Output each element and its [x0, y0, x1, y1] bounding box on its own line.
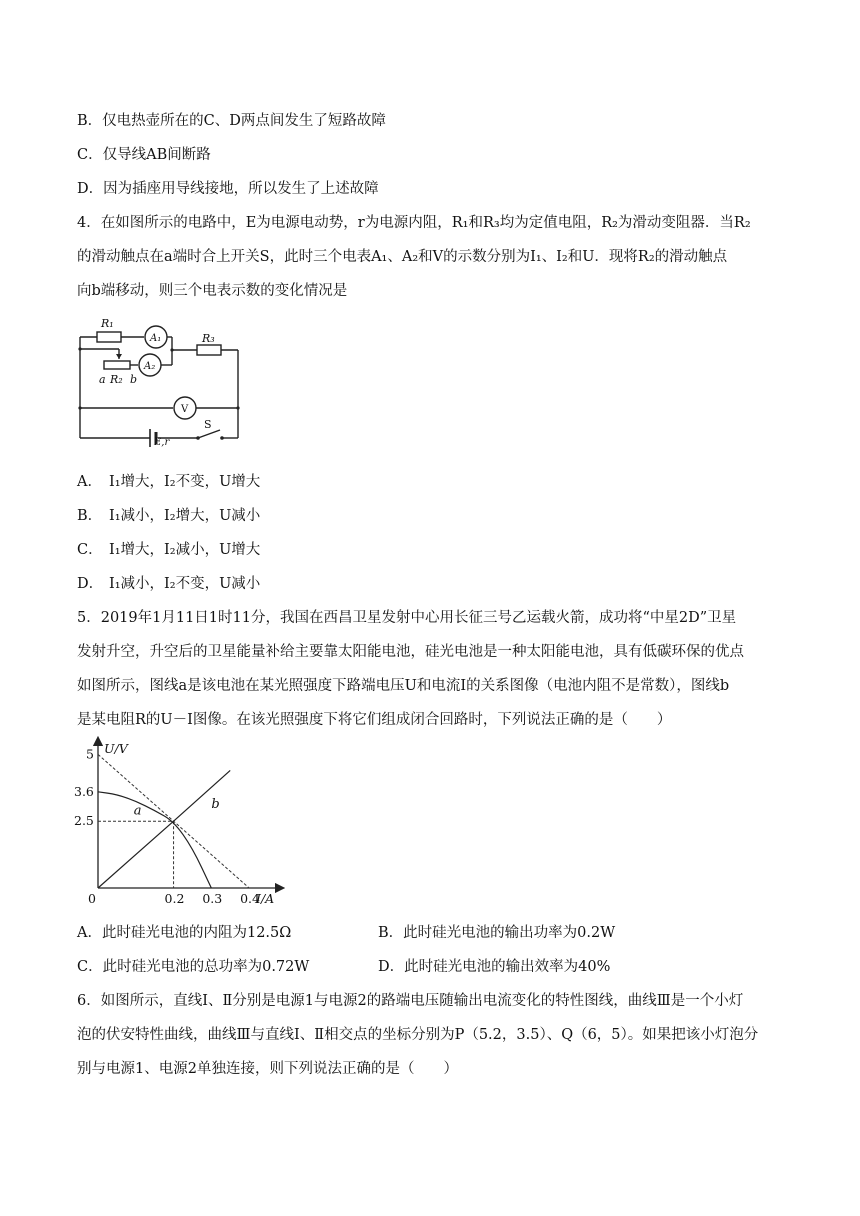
q4-option-d: [77, 574, 260, 594]
label-r2: R₂: [110, 373, 123, 386]
q4-option-a-text: I₁增大，I₂不变，U增大: [109, 474, 261, 490]
q4-option-d-text: I₁减小，I₂不变，U减小: [109, 576, 261, 592]
q4-option-c-text: I₁增大，I₂减小，U增大: [109, 542, 261, 558]
q5-stem-line-1: 5．2019年1月11日1时11分，我国在西昌卫星发射中心用长征三号乙运载火箭，成功将“中星2D”卫星: [77, 610, 737, 626]
q6-stem-line-1: 6．如图所示，直线Ⅰ、Ⅱ分别是电源1与电源2的路端电压随输出电流变化的特性图线，曲线Ⅲ是一个小灯: [77, 993, 744, 1009]
label-a: a: [99, 373, 106, 386]
q5-stem-line-2: 发射升空，升空后的卫星能量补给主要靠太阳能电池，硅光电池是一种太阳能电池，具有低碳环保的优点: [77, 644, 744, 660]
q3-option-b: B．仅电热壶所在的C、D两点间发生了短路故障: [77, 113, 386, 129]
x-tick-label: 0.2: [164, 891, 185, 906]
q5-stem-line-4: 是某电阻R的U－I图像。在该光照强度下将它们组成闭合回路时，下列说法正确的是（ ）: [77, 712, 672, 728]
x-tick-label: 0.4: [240, 891, 261, 906]
q5-option-a: A．此时硅光电池的内阻为12.5Ω: [77, 925, 292, 941]
q4-option-b-text: I₁减小，I₂增大，U减小: [109, 508, 261, 524]
series-b: [98, 770, 230, 888]
label-s: S: [204, 418, 212, 431]
y-tick-label: 3.6: [74, 783, 94, 799]
series-label-b: b: [211, 796, 220, 812]
q4-option-c: [77, 540, 260, 560]
label-emf: E,r: [154, 437, 170, 447]
origin-label: 0: [88, 891, 96, 906]
q4-option-a-label: A．: [77, 474, 102, 490]
q5-stem-line-3: 如图所示，图线a是该电池在某光照强度下路端电压U和电流I的关系图像（电池内阻不是常数），图线b: [77, 678, 730, 694]
q4-stem-line-3: 向b端移动，则三个电表示数的变化情况是: [77, 283, 348, 299]
label-a1: A₁: [150, 333, 162, 344]
q3-option-d: D．因为插座用导线接地，所以发生了上述故障: [77, 181, 379, 197]
x-axis-label: I/A: [256, 891, 275, 906]
q5-option-d: D．此时硅光电池的输出效率为40%: [378, 959, 611, 975]
x-tick-label: 0.3: [202, 891, 223, 906]
label-r1: R₁: [101, 317, 114, 330]
q5-option-b: B．此时硅光电池的输出功率为0.2W: [378, 925, 616, 941]
circuit-diagram: [74, 312, 244, 447]
q6-stem-line-2: 泡的伏安特性曲线，曲线Ⅲ与直线Ⅰ、Ⅱ相交点的坐标分别为P（5.2，3.5）、Q（6，5）。如果把该小灯泡分: [77, 1027, 759, 1043]
y-tick-label: 5: [86, 746, 94, 762]
q4-option-b: [77, 506, 260, 526]
label-v: V: [181, 404, 189, 415]
series-label-a: a: [133, 803, 142, 819]
q4-option-a: [77, 472, 260, 492]
y-axis-label: U/V: [104, 741, 128, 756]
y-tick-label: 2.5: [74, 813, 94, 829]
q4-option-b-label: B．: [77, 508, 103, 524]
q4-stem-line-1: 4．在如图所示的电路中，E为电源电动势，r为电源内阻，R₁和R₃均为定值电阻，R₂为滑动变阻器．当R₂: [77, 215, 751, 231]
q6-stem-line-3: 别与电源1、电源2单独连接，则下列说法正确的是（ ）: [77, 1061, 458, 1077]
q4-option-d-label: D．: [77, 576, 104, 592]
label-b: b: [130, 373, 138, 386]
label-a2: A₂: [144, 361, 156, 372]
ui-chart: [70, 735, 290, 910]
label-r3: R₃: [202, 332, 215, 345]
q4-stem-line-2: 的滑动触点在a端时合上开关S，此时三个电表A₁、A₂和V的示数分别为I₁、I₂和U．现将R₂的滑动触点: [77, 249, 728, 265]
q3-option-c: C．仅导线AB间断路: [77, 147, 211, 163]
q4-option-c-label: C．: [77, 542, 103, 558]
q5-option-c: C．此时硅光电池的总功率为0.72W: [77, 959, 310, 975]
